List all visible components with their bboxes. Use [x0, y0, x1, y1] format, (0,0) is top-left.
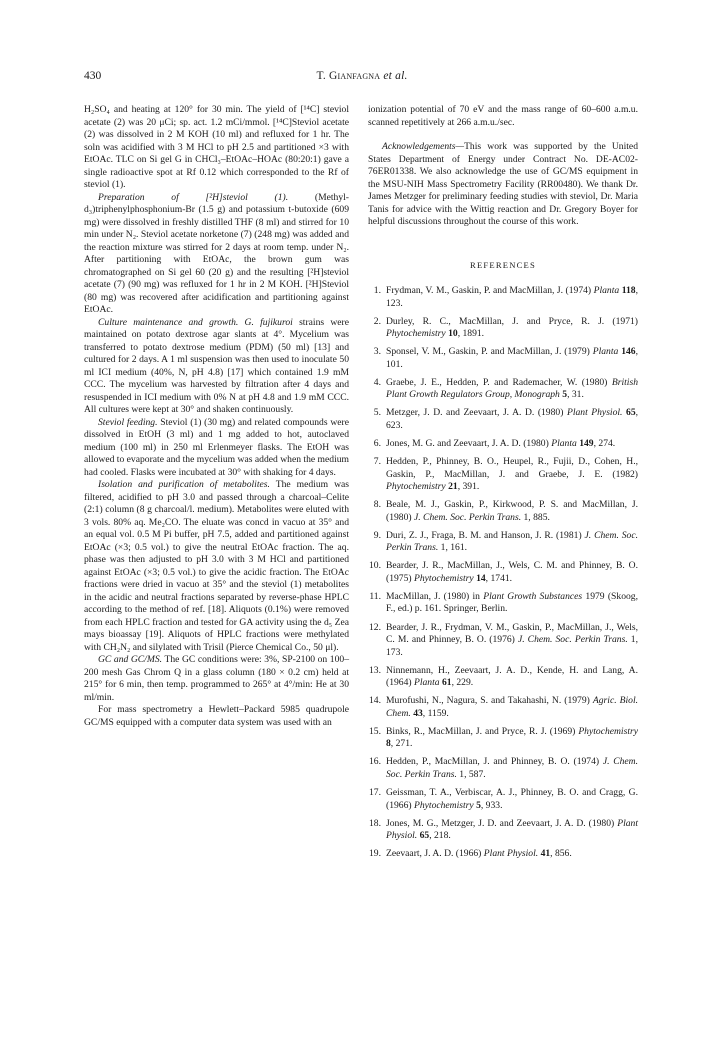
reference-authors: Duri, Z. J., Fraga, B. M. and Hanson, J. R. (1981)	[386, 529, 582, 541]
reference-authors: Binks, R., MacMillan, J. and Pryce, R. J. (1969)	[386, 725, 576, 737]
acknowledgements-title: Acknowledgements—	[382, 141, 465, 152]
reference-authors: Ninnemann, H., Zeevaart, J. A. D., Kende, H. and Lang, A. (1964)	[386, 664, 638, 689]
reference-pages: , 1891.	[457, 328, 485, 340]
reference-journal: Plant Growth Substances	[483, 590, 583, 602]
right-column	[368, 104, 638, 866]
reference-pages: 1, 161.	[438, 542, 468, 554]
reference-item	[368, 530, 638, 555]
reference-volume: 61	[441, 677, 452, 689]
reference-authors: Frydman, V. M., Gaskin, P. and MacMillan, J. (1974)	[386, 285, 592, 296]
reference-authors: Jones, M. G. and Zeevaart, J. A. D. (1980)	[386, 437, 549, 449]
reference-number: 16.	[369, 756, 381, 768]
paragraph-deuterated-steviol: Preparation of [²H]steviol (1). (Methyl-d₃)triphenylphosphonium-Br (1.5 g) and potassium t-butoxide (609 mg) were dissolved in freshly distilled THF (8 ml) and stirred for 10 min under N₂. Steviol acetate norketone (7) (248 mg) was added and the reaction mixture was stirred for 2 days at room temp. under N₂. After partitioning with EtOAc, the brown gum was chromatographed on Si gel 60 (20 g) and the resulting [²H]steviol acetate (7) (90 mg) was refluxed for 1 hr in 2 M KOH. [²H]Steviol (80 mg) was recovered after acidification and partitioning against EtOAc.	[84, 191, 349, 315]
paragraph-ionization: ionization potential of 70 eV and the mass range of 60–600 a.m.u. scanned repetitively at 266 a.m.u./sec.	[368, 104, 638, 128]
reference-journal: J. Chem. Soc. Perkin Trans.	[517, 634, 628, 646]
reference-item	[368, 499, 638, 524]
section-title-isolation: Isolation and purification of metabolites.	[98, 479, 270, 490]
reference-volume: 8	[386, 738, 391, 750]
paragraph-steviol-feeding: Steviol feeding. Steviol (1) (30 mg) and related compounds were dissolved in EtOH (3 ml) and 1 mg added to hot, autoclaved medium (100 ml) in 250 ml Erlenmeyer flasks. The EtOH was allowed to evaporate and the mycelium was added when the medium had cooled. Flasks were incubated at 30° with shaking for 4 days.	[84, 416, 349, 478]
reference-volume: 149	[579, 437, 594, 449]
reference-pages: , 218.	[429, 830, 451, 842]
reference-authors: Geissman, T. A., Verbiscar, A. J., Phinney, B. O. and Cragg, G. (1966)	[386, 787, 638, 811]
reference-item	[368, 665, 638, 690]
reference-item	[368, 622, 638, 660]
reference-pages: 1979 (Skoog, F., ed.) p. 161. Springer, Berlin.	[386, 590, 638, 615]
section-title-gc: GC and GC/MS.	[98, 654, 163, 665]
reference-pages: , 274.	[593, 437, 616, 449]
reference-volume: 21	[448, 481, 458, 493]
paragraph-gc-ms: GC and GC/MS. The GC conditions were: 3%, SP-2100 on 100–200 mesh Gas Chrom Q in a glass column (180 × 0.2 cm) held at 215° for 6 min, then temp. programmed to 265° at 4°/min: He at 30 ml/min.	[84, 654, 349, 703]
reference-journal: J. Chem. Soc. Perkin Trans.	[386, 756, 638, 780]
reference-journal: Agric. Biol. Chem.	[386, 695, 639, 719]
reference-pages: , 101.	[386, 346, 638, 370]
running-head-author: T. Gianfagna	[316, 70, 381, 82]
paragraph-culture-maintenance: Culture maintenance and growth. G. fujikuroi strains were maintained on potato dextrose agar slants at 4°. Mycelium was transferred to potato dextrose medium (PDM) (50 ml) [13] and cultured for 2 days. A 1 ml suspension was then used to inoculate 50 ml ICI medium (40%, N, pH 4.8) [17] which contained 1.9 mM CCC. The mycelium was harvested by filtration after 4 days and resuspended in ICI medium with 0% N at pH 4.8 and 1.9 mM CCC. All cultures were kept at 30° and shaken continuously.	[84, 316, 350, 415]
reference-journal: Plant Physiol.	[386, 817, 638, 842]
reference-item	[368, 560, 638, 585]
reference-item	[368, 756, 638, 781]
running-head	[84, 70, 640, 82]
reference-volume: 118	[621, 285, 636, 296]
reference-authors: Bearder, J. R., Frydman, V. M., Gaskin, P., MacMillan, J., Wels, C. M. and Phinney, B. O. (1976)	[386, 621, 638, 646]
reference-pages: , 229.	[451, 677, 474, 689]
reference-volume: 14	[476, 572, 486, 584]
reference-pages: , 1741.	[485, 572, 513, 584]
reference-number: 4.	[373, 376, 381, 388]
reference-pages: 1, 173.	[386, 634, 638, 658]
reference-item	[368, 377, 638, 402]
acknowledgements: Acknowledgements—This work was supported by the United States Department of Energy under Contract No. DE-AC02-76ER01338. We also acknowledge the use of GC/MS equipment in the MSU-NIH Mass Spectrometry Facility (RR00480). We thank Dr. James Metzger for preliminary feeding studies with steviol, Dr. Maria Tanis for advice with the Wittig reaction and Dr. Gregory Boyer for helpful discussions throughout the course of this work.	[368, 141, 638, 227]
reference-number: 17.	[369, 787, 381, 798]
left-column	[84, 104, 349, 729]
reference-authors: Beale, M. J., Gaskin, P., Kirkwood, P. S. and MacMillan, J. (1980)	[386, 499, 638, 523]
reference-journal: J. Chem. Soc. Perkin Trans.	[386, 529, 638, 554]
reference-pages: 1, 587.	[456, 768, 486, 780]
running-head-et-al: et al.	[383, 70, 408, 82]
reference-item	[368, 818, 638, 843]
reference-pages: , 271.	[390, 738, 413, 750]
reference-item	[368, 695, 638, 720]
paragraph-mass-spectrometry: For mass spectrometry a Hewlett–Packard 5985 quadrupole GC/MS equipped with a computer data system was used with an	[84, 704, 349, 728]
reference-item	[368, 848, 638, 861]
reference-authors: Zeevaart, J. A. D. (1966)	[386, 848, 482, 860]
reference-number: 12.	[369, 621, 381, 633]
paragraph-steviol-acetate-hydrolysis: H₂SO₄ and heating at 120° for 30 min. The yield of [¹⁴C] steviol acetate (2) was 20 μCi; sp. act. 1.2 mCi/mmol. [¹⁴C]Steviol acetate (2) was dissolved in 2 M KOH (10 ml) and refluxed for 1 hr. The soln was acidified with 3 M HCl to pH 2.5 and partitioned ×3 with EtOAc. TLC on Si gel G in CHCl₃–EtOAc–HOAc (80:20:1) gave a single radioactive spot at Rf 0.12 which corresponded to the Rf of steviol (1).	[84, 104, 349, 190]
reference-pages: , 623.	[386, 407, 639, 431]
reference-authors: Sponsel, V. M., Gaskin, P. and MacMillan, J. (1979)	[386, 346, 590, 358]
reference-journal: Planta	[551, 437, 577, 449]
section-title-feeding: Steviol feeding.	[98, 416, 158, 428]
reference-volume: 65	[626, 407, 636, 419]
reference-journal: Planta	[413, 677, 440, 689]
section-title-culture: Culture maintenance and growth. G. fujikuroi	[98, 316, 293, 328]
reference-number: 7.	[373, 456, 381, 468]
page-number: 430	[84, 70, 102, 82]
reference-item	[368, 316, 638, 341]
reference-item	[368, 346, 638, 371]
reference-authors: Hedden, P., MacMillan, J. and Phinney, B. O. (1974)	[386, 756, 600, 768]
reference-journal: Phytochemistry	[413, 572, 474, 584]
reference-authors: Bearder, J. R., MacMillan, J., Wels, C. M. and Phinney, B. O. (1975)	[386, 560, 638, 584]
reference-item	[368, 438, 638, 451]
reference-item	[368, 591, 638, 616]
page-header	[84, 70, 640, 86]
reference-number: 10.	[369, 560, 381, 572]
reference-pages: , 123.	[386, 285, 638, 309]
reference-authors: Hedden, P., Phinney, B. O., Heupel, R., Fujii, D., Cohen, H., Gaskin, P., MacMillan, J. and Graebe, J. E. (1982)	[386, 456, 638, 480]
reference-pages: , 31.	[567, 389, 584, 401]
reference-volume: 146	[621, 346, 636, 358]
reference-number: 6.	[373, 437, 381, 449]
reference-item	[368, 285, 638, 310]
reference-number: 19.	[369, 848, 381, 860]
paragraph-isolation: Isolation and purification of metabolites. The medium was filtered, acidified to pH 3.0 and passed through a charcoal–Celite (2:1) column (8 g charcoal/l. medium). Metabolites were eluted with 3 vols. 80% aq. Me₂CO. The eluate was concd in vacuo at 35° and an equal vol. 0.5 M Pi buffer, pH 7.5, added and partitioned against EtOAc (×3; 0.5 vol.) to give the neutral EtOAc fraction. The aq. phase was then adjusted to pH 3.0 with 3 M HCl and partitioned against EtOAc (×3; 0.5 vol.) to give the acidic fraction. The EtOAc fractions were dried in vacuo at 35° and the steviol (1) metabolites in the acidic and neutral fractions separated by reverse-phase HPLC according to the method of ref. [18]. Aliquots (0.1%) were removed from each HPLC fraction and tested for GA activity using the d₅ Zea mays bioassay [19]. Aliquots of HPLC fractions were methylated with CH₂N₂ and silylated with Trisil (Pierce Chemical Co., 50 μl).	[84, 479, 349, 653]
reference-authors: Murofushi, N., Nagura, S. and Takahashi, N. (1979)	[386, 695, 590, 707]
reference-journal: Planta	[592, 346, 619, 358]
reference-journal: Phytochemistry	[413, 799, 474, 811]
section-title-preparation: Preparation of [²H]steviol (1).	[98, 191, 289, 203]
reference-authors: MacMillan, J. (1980) in	[386, 590, 480, 602]
reference-volume: 41	[540, 848, 551, 860]
reference-pages: , 391.	[457, 481, 480, 493]
reference-journal: Planta	[593, 285, 620, 296]
reference-authors: Jones, M. G., Metzger, J. D. and Zeevaart, J. A. D. (1980)	[386, 817, 615, 829]
reference-number: 3.	[373, 346, 381, 358]
reference-number: 2.	[373, 315, 381, 327]
reference-item	[368, 787, 638, 812]
reference-authors: Metzger, J. D. and Zeevaart, J. A. D. (1980)	[386, 407, 564, 419]
reference-number: 11.	[369, 590, 381, 602]
references-list	[368, 285, 638, 861]
reference-volume: 65	[419, 830, 430, 842]
reference-journal: Phytochemistry	[386, 328, 446, 340]
reference-number: 15.	[369, 725, 381, 737]
reference-number: 5.	[373, 407, 381, 419]
reference-number: 14.	[369, 695, 381, 707]
reference-item	[368, 407, 638, 432]
reference-journal: J. Chem. Soc. Perkin Trans.	[413, 511, 522, 523]
reference-pages: , 933.	[480, 799, 503, 811]
reference-journal: Plant Physiol.	[483, 848, 539, 860]
reference-item	[368, 456, 638, 494]
reference-journal: British Plant Growth Regulators Group, Monograph	[386, 376, 638, 401]
reference-journal: Phytochemistry	[578, 725, 638, 737]
reference-number: 1.	[373, 285, 381, 296]
reference-authors: Graebe, J. E., Hedden, P. and Rademacher, W. (1980)	[386, 376, 608, 388]
reference-volume: 10	[448, 328, 458, 340]
reference-number: 13.	[369, 664, 381, 676]
reference-number: 18.	[369, 817, 381, 829]
reference-journal: Plant Physiol.	[566, 407, 623, 419]
reference-volume: 43	[413, 707, 423, 719]
reference-pages: , 1159.	[422, 707, 449, 719]
reference-volume: 5	[562, 389, 568, 401]
reference-pages: , 856.	[550, 848, 572, 860]
reference-item	[368, 726, 638, 751]
references-heading: REFERENCES	[470, 259, 536, 270]
reference-volume: 5	[476, 799, 481, 811]
reference-journal: Phytochemistry	[386, 481, 446, 493]
reference-number: 9.	[373, 529, 381, 541]
reference-authors: Durley, R. C., MacMillan, J. and Pryce, R. J. (1971)	[386, 315, 638, 327]
reference-pages: 1, 885.	[521, 511, 550, 523]
reference-number: 8.	[373, 499, 381, 511]
